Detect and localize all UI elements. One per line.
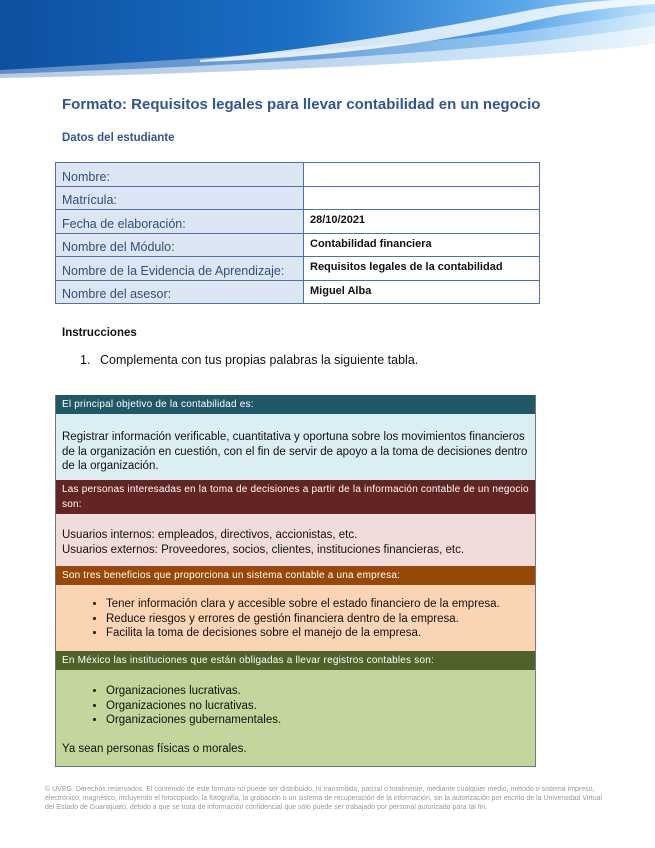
list-item: • Facilita la toma de decisiones sobre el manejo de la empresa.	[106, 626, 529, 641]
external-users-text: Usuarios externos: Proveedores, socios, clientes, instituciones financieras, etc.	[62, 543, 465, 556]
instruction-item	[80, 353, 418, 367]
evidence-label: Nombre de la Evidencia de Aprendizaje:	[56, 257, 304, 281]
list-item: • Reduce riesgos y errores de gestión financiera dentro de la empresa.	[106, 612, 529, 627]
institutions-body[interactable]	[56, 670, 535, 766]
benefits-list	[62, 597, 529, 641]
internal-users-text: Usuarios internos: empleados, directivos, accionistas, etc.	[62, 529, 358, 541]
student-data-table	[55, 162, 540, 304]
institutions-closing-text: Ya sean personas físicas o morales.	[62, 742, 247, 755]
student-data-heading: Datos del estudiante	[62, 132, 175, 144]
table-row	[56, 163, 540, 187]
advisor-field[interactable]: Miguel Alba	[304, 280, 540, 304]
benefits-section	[55, 566, 536, 655]
institutions-header: En México las instituciones que están obligadas a llevar registros contables son:	[56, 651, 535, 670]
name-label: Nombre:	[56, 163, 304, 187]
date-field[interactable]: 28/10/2021	[304, 210, 540, 234]
list-item: • Organizaciones gubernamentales.	[106, 713, 529, 728]
evidence-field[interactable]: Requisitos legales de la contabilidad	[304, 257, 540, 281]
module-label: Nombre del Módulo:	[56, 233, 304, 257]
objective-section	[55, 395, 536, 484]
list-item: • Tener información clara y accesible sobre el estado financiero de la empresa.	[106, 597, 529, 612]
objective-body[interactable]	[56, 414, 535, 483]
list-item: • Organizaciones no lucrativas.	[106, 699, 529, 714]
header-banner	[0, 0, 655, 82]
benefits-body[interactable]	[56, 585, 535, 654]
advisor-label: Nombre del asesor:	[56, 280, 304, 304]
table-row	[56, 233, 540, 257]
list-item: • Organizaciones lucrativas.	[106, 684, 529, 699]
benefits-header: Son tres beneficios que proporciona un sistema contable a una empresa:	[56, 566, 535, 585]
document-title: Formato: Requisitos legales para llevar contabilidad en un negocio	[62, 96, 541, 113]
name-field[interactable]	[304, 163, 540, 187]
instruction-number: 1.	[80, 353, 91, 367]
institutions-section	[55, 651, 536, 767]
stakeholders-header: Las personas interesadas en la toma de decisiones a partir de la información contable de un negocio son:	[56, 480, 535, 514]
institutions-list	[62, 684, 529, 728]
stakeholders-section	[55, 480, 536, 571]
instructions-heading: Instrucciones	[62, 327, 137, 339]
enrollment-label: Matrícula:	[56, 186, 304, 210]
module-field[interactable]: Contabilidad financiera	[304, 233, 540, 257]
stakeholders-body[interactable]	[56, 514, 535, 570]
instruction-text: Complementa con tus propias palabras la siguiente tabla.	[100, 353, 419, 367]
objective-text: Registrar información verificable, cuantitativa y oportuna sobre los movimientos financieros de la organización en cuestión, con el fin de servir de apoyo a la toma de decisiones dentro de la organización.	[62, 431, 528, 472]
enrollment-field[interactable]	[304, 186, 540, 210]
table-row	[56, 280, 540, 304]
table-row	[56, 210, 540, 234]
banner-graphic	[0, 0, 655, 82]
objective-header: El principal objetivo de la contabilidad es:	[56, 395, 535, 414]
table-row	[56, 257, 540, 281]
copyright-footer: © UVEG. Derechos reservados. El contenido de este formato no puede ser distribuido, ni transmitido, parcial o totalmente, mediante cualquier medio, método o sistema impreso, electrónico, magnético, incluyendo el fotocopiado, la fotografía, la grabación o un sistema de recuperación de la información, sin la autorización por escrito de la Universidad Virtual del Estado de Guanajuato, debido a que se trata de información confidencial que sólo puede ser trabajado por personal autorizado para tal fin.	[45, 786, 603, 811]
table-row	[56, 186, 540, 210]
date-label: Fecha de elaboración:	[56, 210, 304, 234]
